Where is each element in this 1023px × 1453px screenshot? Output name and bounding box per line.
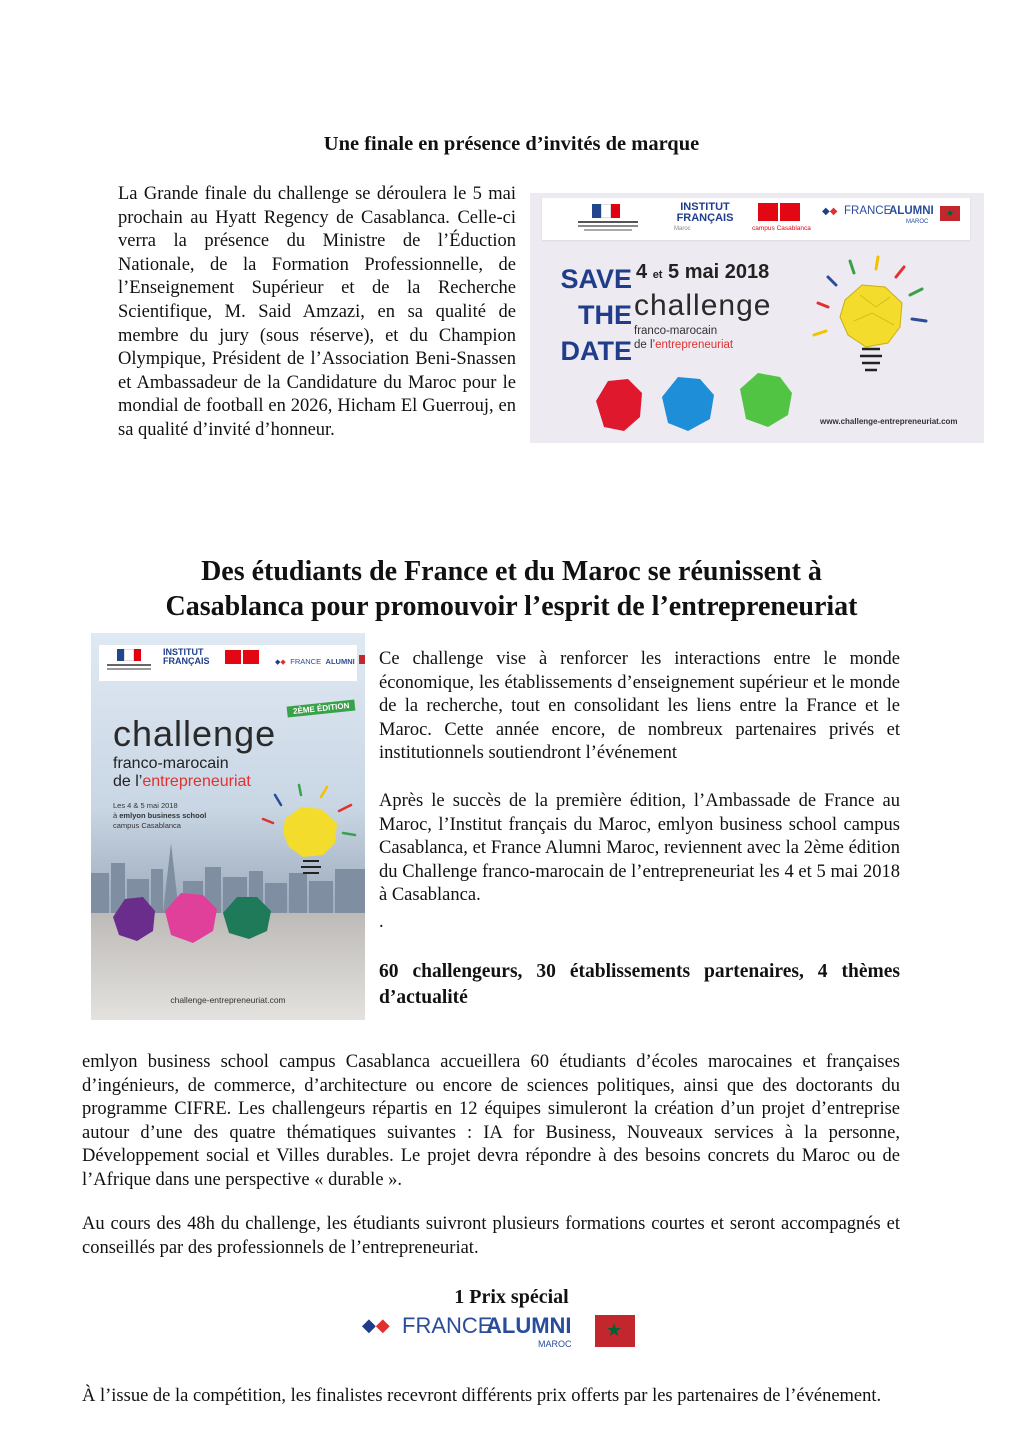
fa-sub: MAROC (906, 219, 929, 225)
poster-subtitle2 (113, 773, 251, 791)
section2-para5: À l’issue de la compétition, les finalistes recevront différents prix offerts par les partenaires de l’événement. (82, 1386, 882, 1406)
section2-para1: Ce challenge vise à renforcer les interactions entre le monde économique, les établissements d’enseignement supérieur et le monde de la recherche, tout en consolidant les liens entre la France et le Maroc. Cette année encore, de nombreux partenaires privés et institutionnels soutiendront l’événement (379, 649, 900, 764)
date-a: 4 (636, 261, 648, 283)
banner-url: www.challenge-entrepreneuriat.com (820, 417, 958, 426)
date-et: et (652, 269, 663, 281)
section2-para3: emlyon business school campus Casablanca accueillera 60 étudiants d’écoles marocaines et françaises d’ingénieurs, de commerce, d’architecture ou encore de sciences politiques, ainsi que des doctorants du programme CIFRE. Les challengeurs répartis en 12 équipes simuleront la création d’un projet d’entreprise autour d’une des quatre thématiques suivantes : IA for Business, Nouveaux services à la personne, Développement social et Villes durables. Le projet devra répondre à des besoins concrets du Maroc ou de l’Afrique dans une perspective « durable ». (82, 1052, 900, 1190)
crumpled-paper-balls (592, 371, 802, 441)
poster-edition-badge: 2ÈME ÉDITION (287, 699, 356, 717)
section1-title: Une finale en présence d’invités de marque (323, 133, 700, 155)
fa-logo-main: ALUMNI (486, 1313, 572, 1338)
institut-label-1: INSTITUT (680, 201, 730, 213)
fa-diamond-icons: ◆◆ (362, 1315, 390, 1335)
poster-morocco-flag-icon (359, 655, 365, 664)
institut-francais-logo (670, 202, 740, 236)
fa-logo-prefix: FRANCE (402, 1313, 493, 1338)
banner-challenge-word: challenge (634, 289, 772, 322)
banner-dates (636, 261, 769, 284)
section2-dot: . (379, 912, 384, 932)
poster-institut-1: INSTITUT (163, 647, 204, 657)
poster-fa-logo (275, 651, 355, 671)
poster-venue-bold: emlyon business school (119, 811, 207, 820)
morocco-flag-icon: ★ (940, 206, 960, 221)
section2-title-line1: Des étudiants de France et du Maroc se réunissent à (201, 556, 822, 587)
poster-subtitle1: franco-marocain (113, 755, 229, 772)
save-the-date-banner (530, 193, 984, 443)
save-word: SAVE (560, 264, 632, 294)
section2-para4: Au cours des 48h du challenge, les étudiants suivront plusieurs formations courtes et seront accompagnés et conseillés par des professionnels de l’entrepreneuriat. (82, 1214, 900, 1258)
poster-rf-logo (107, 649, 151, 677)
poster-emlyon-logo (225, 650, 261, 666)
section2-title (0, 554, 1023, 624)
institut-sub: Maroc (674, 226, 691, 232)
diamond-icons: ◆◆ (822, 206, 838, 217)
poster-venue-prefix: à (113, 811, 120, 820)
section2-para2: Après le succès de la première édition, l’Ambassade de France au Maroc, l’Institut français du Maroc, emlyon business school campus Casablanca, et France Alumni Maroc, reviennent avec la 2ème édition du Challenge franco-marocain de l’entrepreneuriat les 4 et 5 mai 2018 à Casablanca. (379, 791, 900, 906)
poster-paper-balls (111, 889, 291, 949)
challenge-poster (91, 633, 365, 1020)
poster-fa-main: ALUMNI (325, 657, 355, 666)
poster-campus: campus Casablanca (113, 821, 181, 830)
poster-sub2-highlight: entrepreneuriat (142, 773, 251, 790)
sub2-highlight: entrepreneuriat (655, 339, 734, 351)
section1-paragraph: La Grande finale du challenge se déroulera le 5 mai prochain au Hyatt Regency de Casablanca. Celle-ci verra la présence du Ministre de l’Éduction Nationale, de la Formation Professionnelle, de l’Enseignement Supérieur et de la Recherche Scientifique, M. Said Amzazi, en sa qualité de membre du jury (sous réserve), et du Champion Olympique, Président de l’Association Beni-Snassen et Ambassadeur de la Candidature du Maroc pour le mondial de football en 2026, Hicham El Guerrouj, en sa qualité d’invité d’honneur. (118, 184, 516, 440)
banner-subtitle1: franco-marocain (634, 325, 718, 337)
poster-institut-2: FRANÇAIS (163, 656, 210, 666)
emlyon-logo (752, 201, 811, 237)
poster-venue (113, 811, 206, 820)
poster-sub2-prefix: de l’ (113, 773, 143, 790)
fa-prefix: FRANCE (844, 205, 892, 217)
date-word: DATE (560, 336, 632, 366)
france-alumni-logo-small (822, 204, 962, 234)
section2-subheading: 60 challengeurs, 30 établissements partenaires, 4 thèmes d’actualité (379, 961, 900, 1008)
poster-challenge-word: challenge (113, 713, 277, 754)
fa-logo-sub: MAROC (538, 1339, 572, 1349)
save-the-date-text (552, 261, 632, 369)
section2-title-line2: Casablanca pour promouvoir l’esprit de l’entrepreneuriat (165, 591, 858, 622)
poster-fa-prefix: FRANCE (290, 657, 322, 666)
lightbulb-icon (810, 255, 930, 405)
fa-main: ALUMNI (889, 205, 934, 217)
poster-lightbulb-icon (259, 783, 359, 893)
poster-logos-strip (99, 645, 357, 681)
france-alumni-logo (362, 1313, 637, 1349)
institut-label-2: FRANÇAIS (676, 212, 734, 224)
date-b: 5 mai 2018 (668, 261, 770, 283)
emlyon-sub: campus Casablanca (752, 225, 811, 232)
poster-dates: Les 4 & 5 mai 2018 (113, 801, 178, 810)
republique-francaise-logo (578, 204, 638, 234)
poster-institut-logo (163, 648, 213, 666)
the-word: THE (578, 300, 632, 330)
partner-logos-strip (542, 198, 970, 240)
banner-subtitle2 (634, 339, 733, 351)
morocco-flag-icon: ★ (595, 1315, 635, 1347)
prize-heading: 1 Prix spécial (454, 1286, 569, 1308)
sub2-prefix: de l’ (634, 339, 656, 351)
poster-diamond-icons: ◆◆ (275, 659, 286, 666)
poster-url: challenge-entrepreneuriat.com (170, 995, 286, 1005)
